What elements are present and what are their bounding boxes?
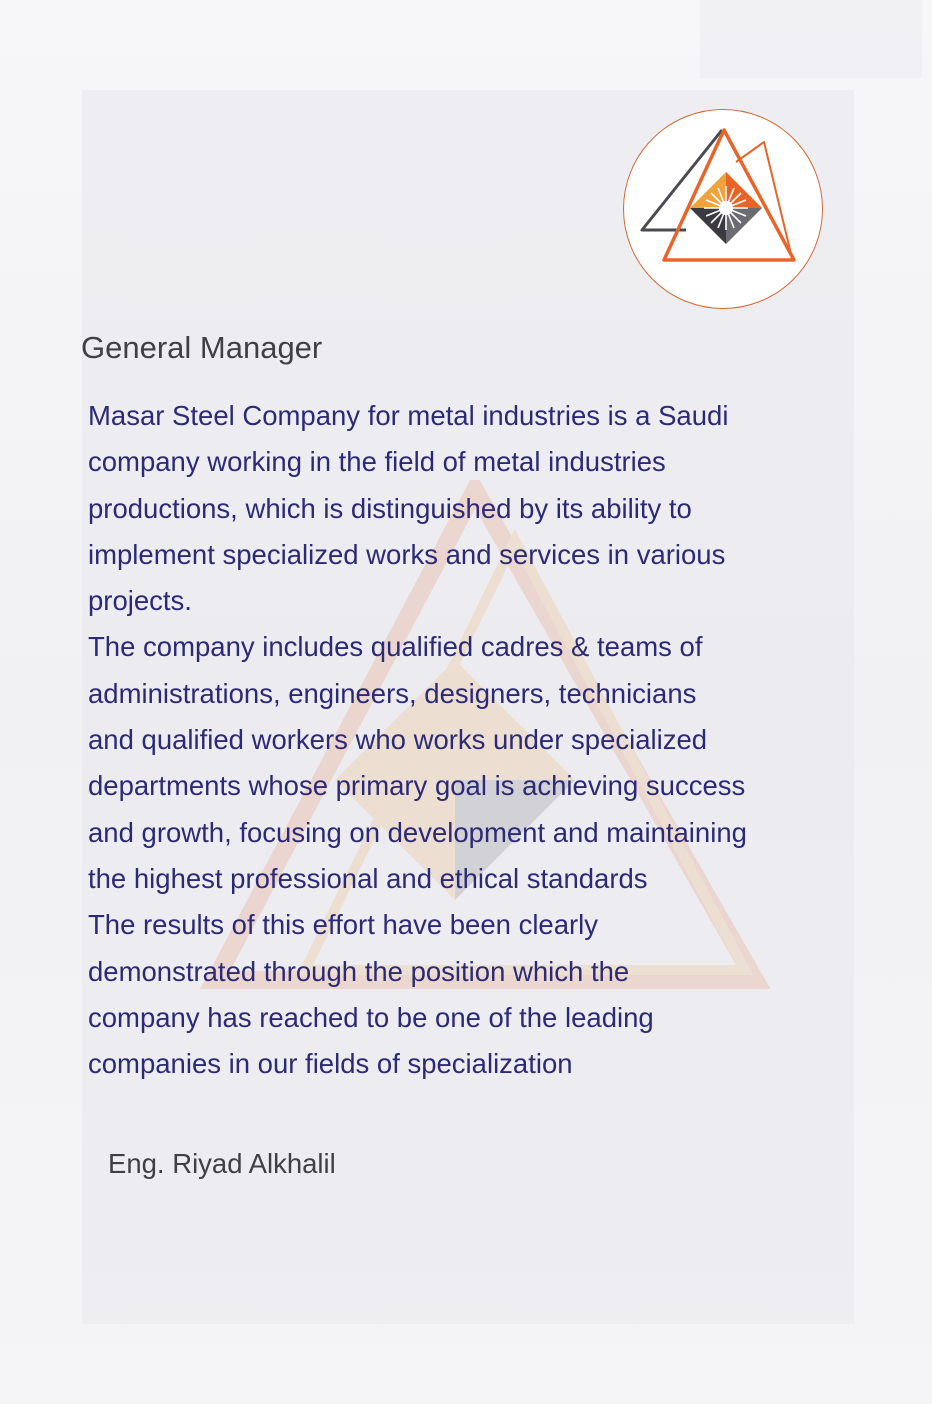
body-line: implement specialized works and services in various — [88, 538, 726, 570]
body-line: administrations, engineers, designers, technicians — [88, 677, 697, 709]
body-line: and growth, focusing on development and maintaining — [88, 816, 747, 848]
body-line: demonstrated through the position which the — [88, 955, 630, 987]
page-title: General Manager — [81, 330, 323, 365]
message-body — [88, 393, 848, 1087]
masar-steel-triangle-logo-icon — [624, 110, 824, 310]
body-line: companies in our fields of specialization — [88, 1048, 573, 1080]
body-line: the highest professional and ethical standards — [88, 862, 648, 894]
body-line: The company includes qualified cadres & teams of — [88, 631, 703, 663]
body-line: Masar Steel Company for metal industries is a Saudi — [88, 400, 729, 431]
body-line: productions, which is distinguished by its ability to — [88, 492, 692, 524]
body-line: projects. — [88, 585, 192, 617]
body-line: departments whose primary goal is achieving success — [88, 770, 746, 802]
background-patch — [700, 0, 922, 78]
body-line: company has reached to be one of the leading — [88, 1001, 654, 1033]
company-logo — [623, 109, 823, 309]
body-line: company working in the field of metal industries — [88, 446, 666, 478]
signature: Eng. Riyad Alkhalil — [108, 1148, 336, 1179]
body-line: and qualified workers who works under specialized — [88, 724, 708, 756]
body-line: The results of this effort have been clearly — [88, 909, 599, 941]
